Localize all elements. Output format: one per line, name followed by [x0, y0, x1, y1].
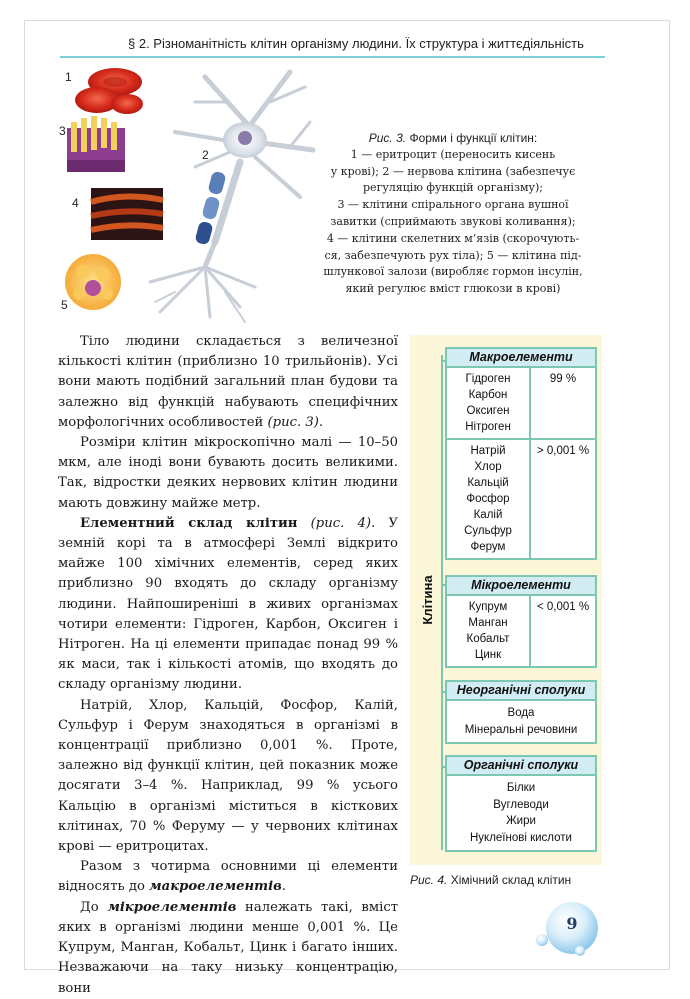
inorganic-items — [447, 701, 595, 742]
organic-items — [447, 776, 595, 850]
paragraph — [58, 332, 398, 433]
neuron — [150, 72, 313, 322]
cochlear-cells — [67, 116, 125, 172]
body-text — [58, 332, 398, 999]
figure3-caption-label: Рис. 3. — [368, 131, 407, 145]
element-name: Ферум — [470, 541, 506, 553]
myelin-sheath — [194, 171, 226, 246]
erythrocytes — [75, 68, 143, 114]
figure3-caption-line: шлункової залози (виробляє гормон інсулін, — [323, 265, 583, 279]
macro-row-other — [447, 438, 595, 558]
element-name: Нітроген — [465, 421, 511, 433]
paragraph-text: належать такі, вміст яких в організмі людини менше 0,001 %. Це Купрум, Манган, Кобальт, Цинк і багато інших. Незважаючи на таку низьку концентрацію, вони — [58, 899, 398, 996]
element-name: Купрум — [468, 601, 508, 613]
compound-name: Білки — [506, 782, 536, 794]
macro-row-main — [447, 368, 595, 438]
figure3-caption-line: 4 — клітини скелетних м’язів (скорочують- — [326, 231, 580, 245]
header-rule — [60, 56, 605, 58]
element-name: Гідроген — [465, 373, 511, 385]
figure3-caption-title: Форми і функції клітин: — [409, 131, 538, 145]
paragraph — [58, 898, 398, 999]
paragraph-text: . — [281, 879, 286, 895]
paragraph: Розміри клітин мікроскопічно малі — 10–50 мкм, але іноді вони бувають досить великими. Так, відростки деяких нервових клітин людини мають довжину майже метр. — [58, 435, 398, 511]
element-name: Сульфур — [464, 525, 512, 537]
paragraph-text: Тіло людини складається з величезної кількості клітин (приблизно 10 трильйонів). Усі вони мають подібний загальний план будови та залежно від функцій набувають специфічних морфологічних особливостей — [58, 334, 398, 430]
macro-other-value: > 0,001 % — [536, 445, 590, 457]
organic-title: Органічні сполуки — [447, 757, 595, 776]
element-name: Калій — [473, 509, 503, 521]
figure3-label-1: 1 — [65, 70, 72, 84]
term-macroelements: макроелементів — [149, 879, 282, 895]
figure3-label-3: 3 — [59, 124, 66, 138]
paragraph-text: Разом з чотирма основними ці елементи відносять до — [58, 859, 398, 895]
figure3-caption-line: ся, забезпечують рух тіла); 5 — клітина під- — [324, 248, 582, 262]
cell-side-label: Клітина — [420, 575, 435, 625]
figure4-panel — [410, 335, 602, 865]
figure3-illustration — [55, 62, 315, 324]
element-name: Карбон — [468, 389, 508, 401]
figure3-caption-line: 1 — еритроцит (переносить кисень — [350, 147, 556, 161]
paragraph — [58, 857, 398, 897]
muscle-cells — [91, 188, 163, 240]
term-microelements: мікроелементів — [107, 899, 237, 915]
macroelements-box — [445, 347, 597, 560]
element-name: Хлор — [474, 461, 502, 473]
micro-value: < 0,001 % — [536, 601, 590, 613]
figure4-caption — [410, 873, 610, 887]
running-header: § 2. Різноманітність клітин організму людини. Їх структура і життєдіяльність — [128, 36, 584, 51]
figure4-caption-label: Рис. 4. — [410, 873, 448, 887]
compound-name: Мінеральні речовини — [464, 723, 578, 736]
figure3-caption-line: який регулює вміст глюкози в крові) — [345, 282, 561, 296]
figure-reference: (рис. 3) — [267, 414, 319, 430]
microelements-title: Мікроелементи — [447, 577, 595, 596]
element-name: Оксиген — [466, 405, 510, 417]
macro-other-elements — [447, 440, 531, 558]
page-number: 9 — [566, 914, 578, 933]
macro-main-elements — [447, 368, 531, 438]
compound-name: Вуглеводи — [493, 798, 549, 811]
macro-main-value: 99 % — [549, 373, 577, 385]
compound-name: Жири — [506, 815, 536, 827]
compound-name: Нуклеїнові кислоти — [469, 831, 572, 844]
element-name: Манган — [468, 617, 508, 629]
micro-elements — [447, 596, 531, 666]
element-name: Цинк — [474, 649, 502, 661]
cells-illustration — [55, 62, 315, 324]
panel-bracket — [410, 335, 450, 865]
element-name: Натрій — [470, 445, 506, 457]
paragraph-text: . У земній корі та в атмосфері Землі відкрито майже 100 хімічних елементів, серед яких приблизно 90 входять до складу організму людини. Найпоширеніші в живих організмах чотири елементи: Гідроген, Карбон, Оксиген і Нітроген. На ці елементи припадає понад 99 % як маси, так і кількості атомів, що входять до складу організму людини. — [58, 515, 398, 693]
figure3-label-4: 4 — [72, 196, 79, 210]
section-term: Елементний склад клітин — [80, 515, 298, 531]
micro-row — [447, 596, 595, 666]
inorganic-title: Неорганічні сполуки — [447, 682, 595, 701]
page-number-badge — [532, 900, 600, 958]
figure3-caption-line: регуляцію функцій організму); — [363, 181, 543, 195]
neuron-nucleus — [238, 131, 252, 145]
element-name: Фосфор — [466, 493, 510, 505]
figure4-caption-text: Хімічний склад клітин — [450, 873, 572, 887]
organic-box — [445, 755, 597, 852]
figure-reference: (рис. 4) — [310, 515, 372, 531]
paragraph-text: . — [318, 414, 324, 430]
figure3-caption — [322, 130, 584, 298]
figure3-caption-line: у крові); 2 — нервова клітина (забезпечує — [330, 164, 576, 178]
element-name: Кобальт — [466, 633, 510, 645]
macroelements-title: Макроелементи — [447, 349, 595, 368]
paragraph: Натрій, Хлор, Кальцій, Фосфор, Калій, Сульфур і Ферум знаходяться в організмі в концентрації приблизно 0,001 %. Проте, залежно від функції клітин, цей показник може досягати 3–4 %. Наприклад, 99 % усього Кальцію в організмі міститься в кісткових клітинах, 70 % Феруму — у червоних клітинах крові — еритроцитах. — [58, 697, 398, 855]
pancreatic-cells — [65, 254, 121, 310]
figure3-caption-line: 3 — клітини спірального органа вушної — [337, 198, 569, 212]
figure3-label-2: 2 — [202, 148, 209, 162]
paragraph — [58, 514, 398, 696]
compound-name: Вода — [507, 707, 535, 719]
microelements-box — [445, 575, 597, 668]
paragraph-text: До — [80, 899, 99, 915]
element-name: Кальцій — [467, 477, 509, 489]
figure3-label-5: 5 — [61, 298, 68, 312]
inorganic-box — [445, 680, 597, 744]
figure3-caption-line: завитки (сприймають звукові коливання); — [330, 214, 576, 228]
